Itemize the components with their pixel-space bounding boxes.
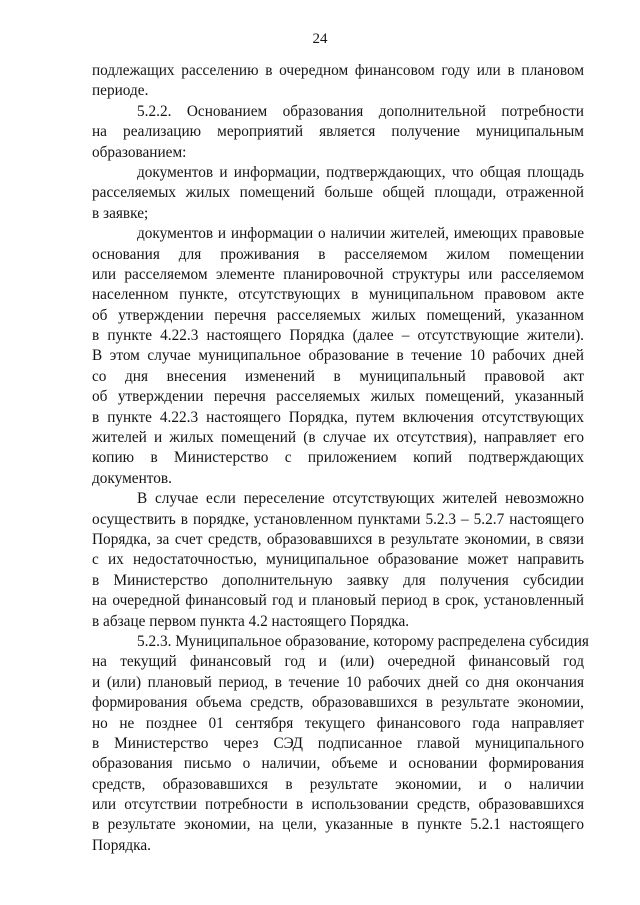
text-line: на реализацию мероприятий является получение муниципальным <box>92 123 584 141</box>
text-line: в результате экономии, на цели, указанные в пункте 5.2.1 настоящего <box>92 816 584 834</box>
text-line: осуществить в порядке, установленном пунктами 5.2.3 – 5.2.7 настоящего <box>92 510 584 528</box>
text-line: образования письмо о наличии, объеме и основании формирования <box>92 755 584 773</box>
text-line: жителей и жилых помещений (в случае их отсутствия), направляет его <box>92 429 584 447</box>
text-line: В случае если переселение отсутствующих жителей невозможно <box>137 490 584 508</box>
text-line: населенном пункте, отсутствующих в муниципальном правовом акте <box>92 286 584 304</box>
text-line: и (или) плановый период, в течение 10 рабочих дней со дня окончания <box>92 673 584 691</box>
paragraph-p2 <box>92 102 584 163</box>
text-line: или отсутствии потребности в использовании средств, образовавшихся <box>92 796 584 814</box>
text-line: 5.2.3. Муниципальное образование, которому распределена субсидия <box>137 632 589 650</box>
text-line: документов. <box>92 469 172 487</box>
text-line: но не позднее 01 сентября текущего финансового года направляет <box>92 714 584 732</box>
text-line: в пункте 4.22.3 настоящего Порядка, путем включения отсутствующих <box>92 408 584 426</box>
text-line: В этом случае муниципальное образование в течение 10 рабочих дней <box>92 347 584 365</box>
text-line: расселяемых жилых помещений больше общей площади, отраженной <box>92 184 584 202</box>
paragraph-p3 <box>92 163 584 224</box>
text-line: основания для проживания в расселяемом жилом помещении <box>92 245 584 263</box>
text-line: средств, образовавшихся в результате экономии, и о наличии <box>92 775 584 793</box>
text-line: в пункте 4.22.3 настоящего Порядка (далее – отсутствующие жители). <box>92 327 584 345</box>
text-line: подлежащих расселению в очередном финансовом году или в плановом <box>92 62 584 79</box>
text-line: периоде. <box>92 82 149 100</box>
body-text <box>92 61 589 856</box>
text-line: в Министерство через СЭД подписанное главой муниципального <box>92 734 584 752</box>
text-line: со дня внесения изменений в муниципальный правовой акт <box>92 367 584 385</box>
text-line: об утверждении перечня расселяемых жилых помещений, указанном <box>92 306 584 324</box>
text-line: 5.2.2. Основанием образования дополнительной потребности <box>137 102 584 120</box>
text-line: формирования объема средств, образовавшихся в результате экономии, <box>92 694 584 712</box>
text-line: на очередной финансовый год и плановый период в срок, установленный <box>92 592 584 610</box>
text-line: Порядка, за счет средств, образовавшихся в результате экономии, в связи <box>92 530 584 548</box>
text-line: на текущий финансовый год и (или) очередной финансовый год <box>92 653 584 671</box>
text-line: документов и информации, подтверждающих, что общая площадь <box>137 163 584 181</box>
paragraph-p1 <box>92 61 584 102</box>
text-line: с их недостаточностью, муниципальное образование может направить <box>92 551 584 569</box>
text-line: в абзаце первом пункта 4.2 настоящего Порядка. <box>92 612 410 630</box>
paragraph-p5 <box>92 489 584 632</box>
text-line: копию в Министерство с приложением копий подтверждающих <box>92 449 584 467</box>
text-line: об утверждении перечня расселяемых жилых помещений, указанный <box>92 388 584 406</box>
text-line: образованием: <box>92 143 187 161</box>
text-line: документов и информации о наличии жителей, имеющих правовые <box>137 225 584 243</box>
text-line: Порядка. <box>92 836 151 854</box>
page-number: 24 <box>312 31 328 47</box>
text-line: в Министерство дополнительную заявку для получения субсидии <box>92 571 584 589</box>
text-line: или расселяемом элементе планировочной структуры или расселяемом <box>92 265 584 283</box>
paragraph-p6 <box>92 632 589 856</box>
text-line: в заявке; <box>92 204 149 222</box>
paragraph-p4 <box>92 224 584 489</box>
